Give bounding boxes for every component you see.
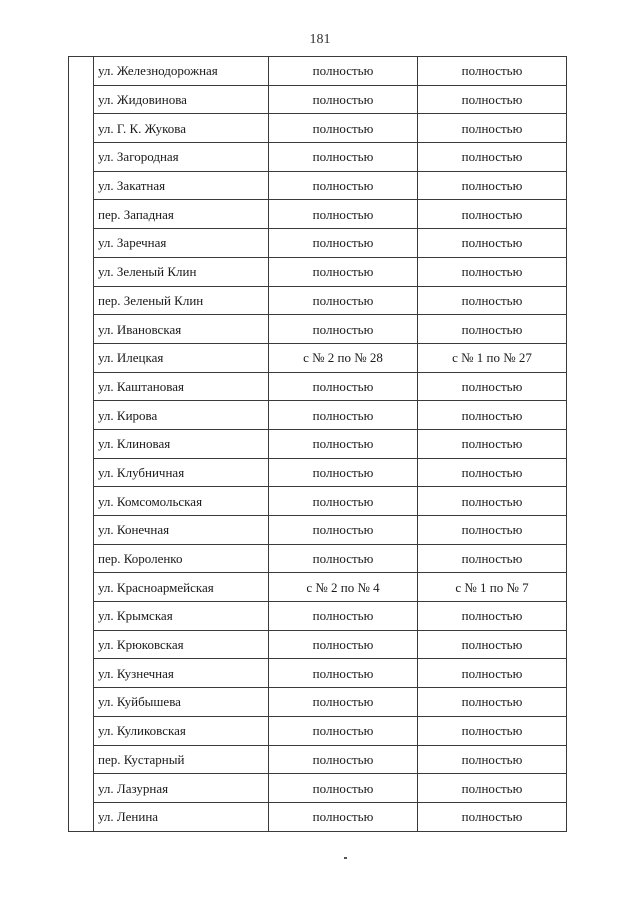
street-name-cell: ул. Загородная [94,143,269,172]
table-row [69,114,567,143]
row-stub-cell [69,573,94,602]
odd-houses-cell: полностью [418,487,567,516]
row-stub-cell [69,315,94,344]
even-houses-cell: полностью [269,429,418,458]
row-stub-cell [69,544,94,573]
odd-houses-cell: полностью [418,372,567,401]
even-houses-cell: полностью [269,171,418,200]
odd-houses-cell: полностью [418,716,567,745]
odd-houses-cell: полностью [418,171,567,200]
odd-houses-cell: полностью [418,315,567,344]
scan-mark [344,857,347,859]
street-name-cell: пер. Короленко [94,544,269,573]
table-row [69,372,567,401]
even-houses-cell: полностью [269,200,418,229]
odd-houses-cell: полностью [418,401,567,430]
odd-houses-cell: полностью [418,745,567,774]
table-row [69,286,567,315]
street-name-cell: ул. Илецкая [94,343,269,372]
street-name-cell: ул. Заречная [94,229,269,258]
odd-houses-cell: полностью [418,802,567,831]
even-houses-cell: полностью [269,286,418,315]
table-row [69,85,567,114]
odd-houses-cell: полностью [418,143,567,172]
row-stub-cell [69,429,94,458]
row-stub-cell [69,372,94,401]
street-name-cell: ул. Клубничная [94,458,269,487]
even-houses-cell: полностью [269,688,418,717]
odd-houses-cell: полностью [418,85,567,114]
even-houses-cell: полностью [269,229,418,258]
odd-houses-cell: полностью [418,602,567,631]
odd-houses-cell: полностью [418,114,567,143]
table-row [69,573,567,602]
row-stub-cell [69,401,94,430]
even-houses-cell: полностью [269,487,418,516]
page-number: 181 [309,32,331,47]
street-name-cell: пер. Западная [94,200,269,229]
even-houses-cell: с № 2 по № 28 [269,343,418,372]
table-row [69,200,567,229]
odd-houses-cell: полностью [418,57,567,86]
row-stub-cell [69,458,94,487]
street-name-cell: ул. Зеленый Клин [94,257,269,286]
odd-houses-cell: полностью [418,458,567,487]
streets-table-body [69,57,567,832]
table-row [69,716,567,745]
table-row [69,745,567,774]
row-stub-cell [69,229,94,258]
street-name-cell: пер. Кустарный [94,745,269,774]
even-houses-cell: полностью [269,602,418,631]
row-stub-cell [69,257,94,286]
odd-houses-cell: полностью [418,257,567,286]
table-row [69,802,567,831]
row-stub-cell [69,659,94,688]
row-stub-cell [69,57,94,86]
odd-houses-cell: полностью [418,774,567,803]
street-name-cell: ул. Каштановая [94,372,269,401]
even-houses-cell: полностью [269,143,418,172]
streets-table [68,56,567,832]
table-row [69,602,567,631]
even-houses-cell: полностью [269,745,418,774]
odd-houses-cell: полностью [418,544,567,573]
street-name-cell: пер. Зеленый Клин [94,286,269,315]
even-houses-cell: полностью [269,659,418,688]
table-row [69,516,567,545]
odd-houses-cell: полностью [418,229,567,258]
table-row [69,487,567,516]
table-row [69,143,567,172]
street-name-cell: ул. Красноармейская [94,573,269,602]
street-name-cell: ул. Ленина [94,802,269,831]
row-stub-cell [69,487,94,516]
even-houses-cell: полностью [269,458,418,487]
table-row [69,57,567,86]
row-stub-cell [69,143,94,172]
table-row [69,171,567,200]
row-stub-cell [69,716,94,745]
even-houses-cell: полностью [269,315,418,344]
streets-table-container [68,56,562,832]
odd-houses-cell: полностью [418,200,567,229]
even-houses-cell: полностью [269,57,418,86]
table-row [69,544,567,573]
row-stub-cell [69,114,94,143]
even-houses-cell: полностью [269,401,418,430]
table-row [69,315,567,344]
row-stub-cell [69,516,94,545]
table-row [69,257,567,286]
table-row [69,458,567,487]
even-houses-cell: полностью [269,802,418,831]
odd-houses-cell: с № 1 по № 7 [418,573,567,602]
street-name-cell: ул. Г. К. Жукова [94,114,269,143]
even-houses-cell: с № 2 по № 4 [269,573,418,602]
street-name-cell: ул. Кирова [94,401,269,430]
street-name-cell: ул. Крымская [94,602,269,631]
street-name-cell: ул. Ивановская [94,315,269,344]
street-name-cell: ул. Лазурная [94,774,269,803]
even-houses-cell: полностью [269,372,418,401]
row-stub-cell [69,802,94,831]
odd-houses-cell: полностью [418,286,567,315]
row-stub-cell [69,343,94,372]
street-name-cell: ул. Клиновая [94,429,269,458]
even-houses-cell: полностью [269,774,418,803]
odd-houses-cell: полностью [418,516,567,545]
row-stub-cell [69,745,94,774]
row-stub-cell [69,630,94,659]
even-houses-cell: полностью [269,630,418,659]
even-houses-cell: полностью [269,85,418,114]
even-houses-cell: полностью [269,257,418,286]
row-stub-cell [69,200,94,229]
row-stub-cell [69,171,94,200]
street-name-cell: ул. Конечная [94,516,269,545]
row-stub-cell [69,688,94,717]
street-name-cell: ул. Куликовская [94,716,269,745]
even-houses-cell: полностью [269,716,418,745]
table-row [69,630,567,659]
table-row [69,343,567,372]
even-houses-cell: полностью [269,544,418,573]
odd-houses-cell: полностью [418,659,567,688]
street-name-cell: ул. Закатная [94,171,269,200]
odd-houses-cell: полностью [418,429,567,458]
street-name-cell: ул. Крюковская [94,630,269,659]
street-name-cell: ул. Жидовинова [94,85,269,114]
table-row [69,688,567,717]
odd-houses-cell: с № 1 по № 27 [418,343,567,372]
even-houses-cell: полностью [269,114,418,143]
row-stub-cell [69,774,94,803]
table-row [69,229,567,258]
table-row [69,774,567,803]
street-name-cell: ул. Комсомольская [94,487,269,516]
row-stub-cell [69,286,94,315]
street-name-cell: ул. Куйбышева [94,688,269,717]
row-stub-cell [69,85,94,114]
street-name-cell: ул. Кузнечная [94,659,269,688]
odd-houses-cell: полностью [418,630,567,659]
table-row [69,429,567,458]
row-stub-cell [69,602,94,631]
street-name-cell: ул. Железнодорожная [94,57,269,86]
table-row [69,401,567,430]
even-houses-cell: полностью [269,516,418,545]
odd-houses-cell: полностью [418,688,567,717]
table-row [69,659,567,688]
